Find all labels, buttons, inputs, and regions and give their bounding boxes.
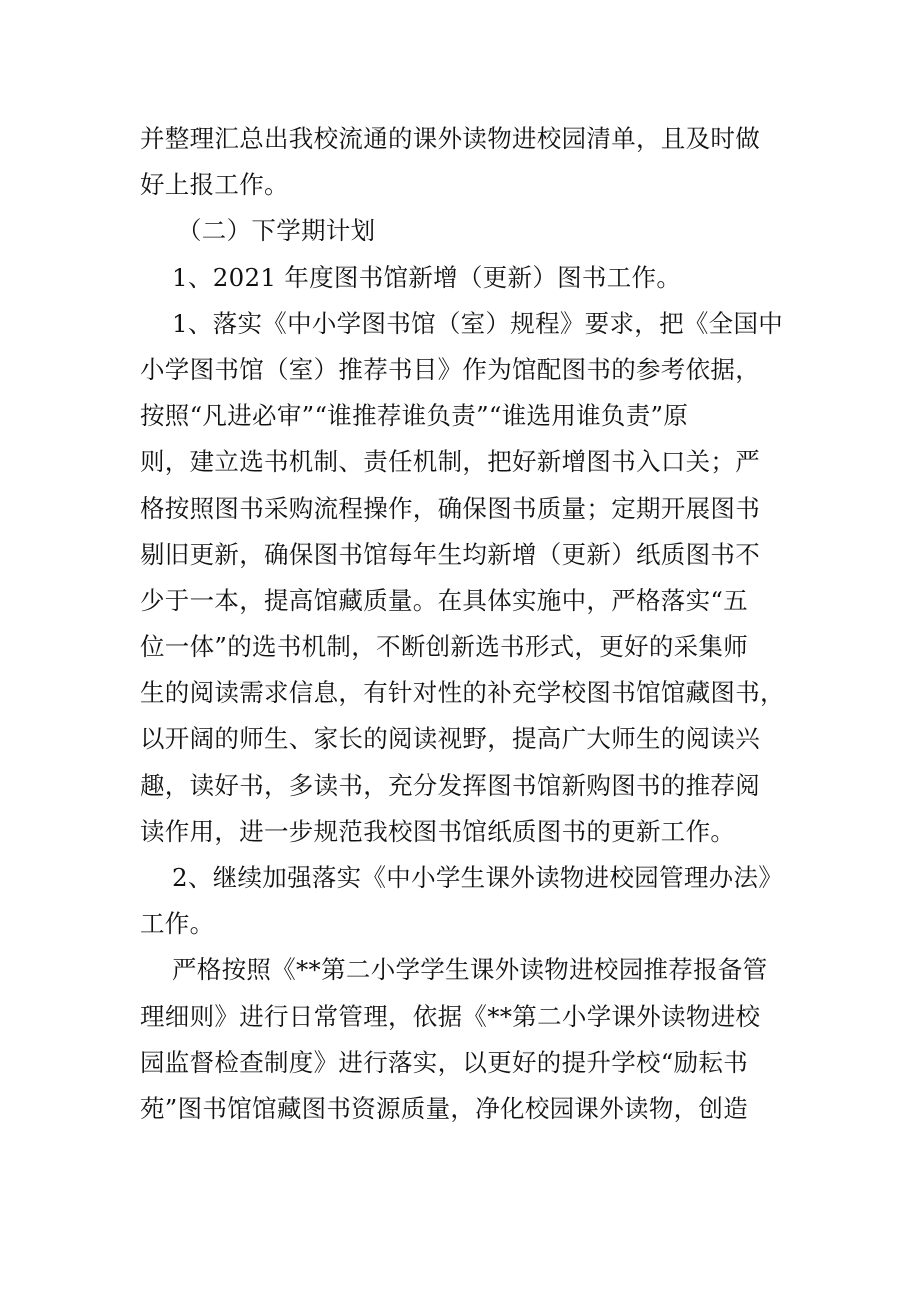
paragraph-line: 则，建立选书机制、责任机制，把好新增图书入口关；严 (140, 447, 760, 477)
paragraph-line: 趣，读好书，多读书，充分发挥图书馆新购图书的推荐阅 (140, 770, 760, 800)
item-heading: 1、2021 年度图书馆新增（更新）图书工作。 (172, 262, 682, 292)
paragraph-line: 生的阅读需求信息，有针对性的补充学校图书馆馆藏图书， (140, 678, 785, 708)
paragraph-line: 理细则》进行日常管理，依据《**第二小学课外读物进校 (140, 1001, 761, 1031)
paragraph-line: 位一体”的选书机制，不断创新选书形式，更好的采集师 (140, 632, 749, 662)
paragraph-line: 工作。 (140, 909, 215, 939)
paragraph-line: 按照“凡进必审”“谁推荐谁负责”“谁选用谁负责”原 (140, 401, 689, 431)
paragraph-line: 园监督检查制度》进行落实，以更好的提升学校“励耘书 (140, 1047, 749, 1077)
paragraph-line: 并整理汇总出我校流通的课外读物进校园清单，且及时做 (140, 124, 760, 153)
document-body (140, 116, 785, 1132)
paragraph-line: 以开阔的师生、家长的阅读视野，提高广大师生的阅读兴 (140, 724, 760, 754)
paragraph-line: 1、落实《中小学图书馆（室）规程》要求，把《全国中 (172, 308, 784, 338)
paragraph-line: 剔旧更新，确保图书馆每年生均新增（更新）纸质图书不 (140, 539, 760, 569)
paragraph-line: 严格按照《**第二小学学生课外读物进校园推荐报备管 (172, 955, 768, 985)
paragraph-line: 格按照图书采购流程操作，确保图书质量；定期开展图书 (140, 493, 760, 523)
paragraph-line: 苑”图书馆馆藏图书资源质量，净化校园课外读物，创造 (140, 1093, 749, 1123)
paragraph-line: 读作用，进一步规范我校图书馆纸质图书的更新工作。 (140, 816, 736, 846)
section-heading: （二）下学期计划 (177, 216, 376, 246)
paragraph-line: 少于一本，提高馆藏质量。在具体实施中，严格落实“五 (140, 585, 749, 615)
paragraph-line: 小学图书馆（室）推荐书目》作为馆配图书的参考依据， (140, 354, 760, 384)
paragraph-line: 好上报工作。 (140, 170, 289, 200)
item-heading: 2、继续加强落实《中小学生课外读物进校园管理办法》 (172, 863, 784, 892)
